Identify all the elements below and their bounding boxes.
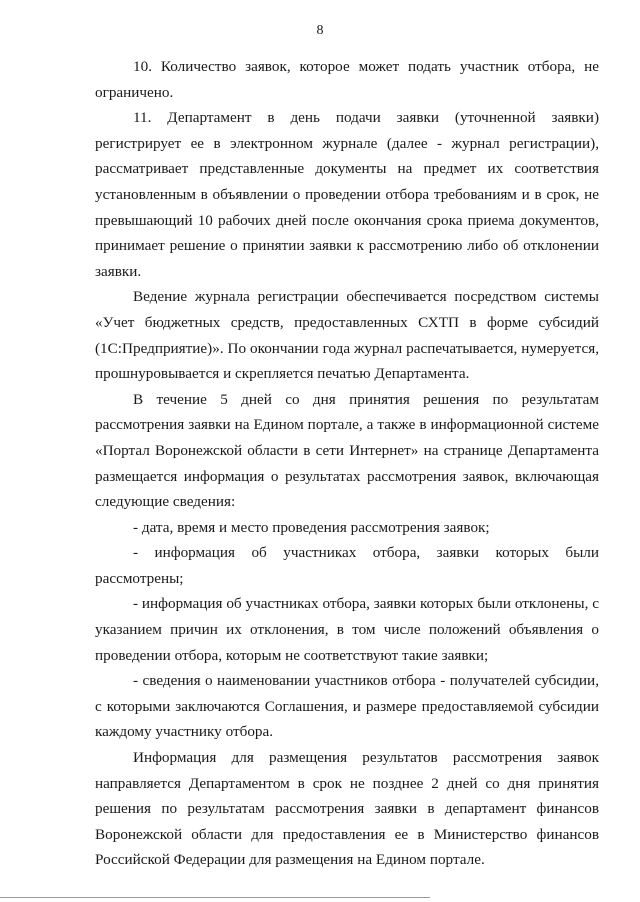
list-item-reviewed-participants: - информация об участниках отбора, заявки которых были рассмотрены;: [95, 544, 599, 587]
paragraph-results-publication: В течение 5 дней со дня принятия решения по результатам рассмотрения заявки на Едином портале, а также в информационной системе «Портал Воронежской области в сети Интернет» на странице Департамента размещается информация о результатах рассмотрения заявок, включающая следующие сведения:: [95, 390, 599, 511]
list-item-rejected-participants: - информация об участниках отбора, заявки которых были отклонены, с указанием причин их отклонения, в том числе положений объявления о проведении отбора, которым не соответствуют такие заявки;: [95, 595, 599, 664]
paragraph-item-11: 11. Департамент в день подачи заявки (уточненной заявки) регистрирует ее в электронном журнале (далее - журнал регистрации), рассматривает представленные документы на предмет их соответствия установленным в объявлении о проведении отбора требованиям и в срок, не превышающий 10 рабочих дней после окончания срока приема документов, принимает решение о принятии заявки к рассмотрению либо об отклонении заявки.: [95, 109, 599, 280]
list-item-subsidy-recipients: - сведения о наименовании участников отбора - получателей субсидии, с которыми заключаются Соглашения, и размере предоставляемой субсидии каждому участнику отбора.: [95, 672, 599, 741]
document-body: [95, 54, 599, 873]
page-number: 8: [316, 23, 324, 38]
paragraph-registration-journal: Ведение журнала регистрации обеспечивается посредством системы «Учет бюджетных средств, предоставленных СХТП в форме субсидий (1С:Предприятие)». По окончании года журнал распечатывается, нумеруется, прошнуровывается и скрепляется печатью Департамента.: [95, 288, 599, 383]
paragraph-item-10: 10. Количество заявок, которое может подать участник отбора, не ограничено.: [95, 58, 599, 101]
list-item-date-time-place: - дата, время и место проведения рассмотрения заявок;: [133, 518, 490, 536]
bottom-divider: [0, 897, 430, 898]
paragraph-information-submission: Информация для размещения результатов рассмотрения заявок направляется Департаментом в срок не позднее 2 дней со дня принятия решения по результатам рассмотрения заявки в департамент финансов Воронежской области для предоставления ее в Министерство финансов Российской Федерации для размещения на Едином портале.: [95, 749, 599, 869]
